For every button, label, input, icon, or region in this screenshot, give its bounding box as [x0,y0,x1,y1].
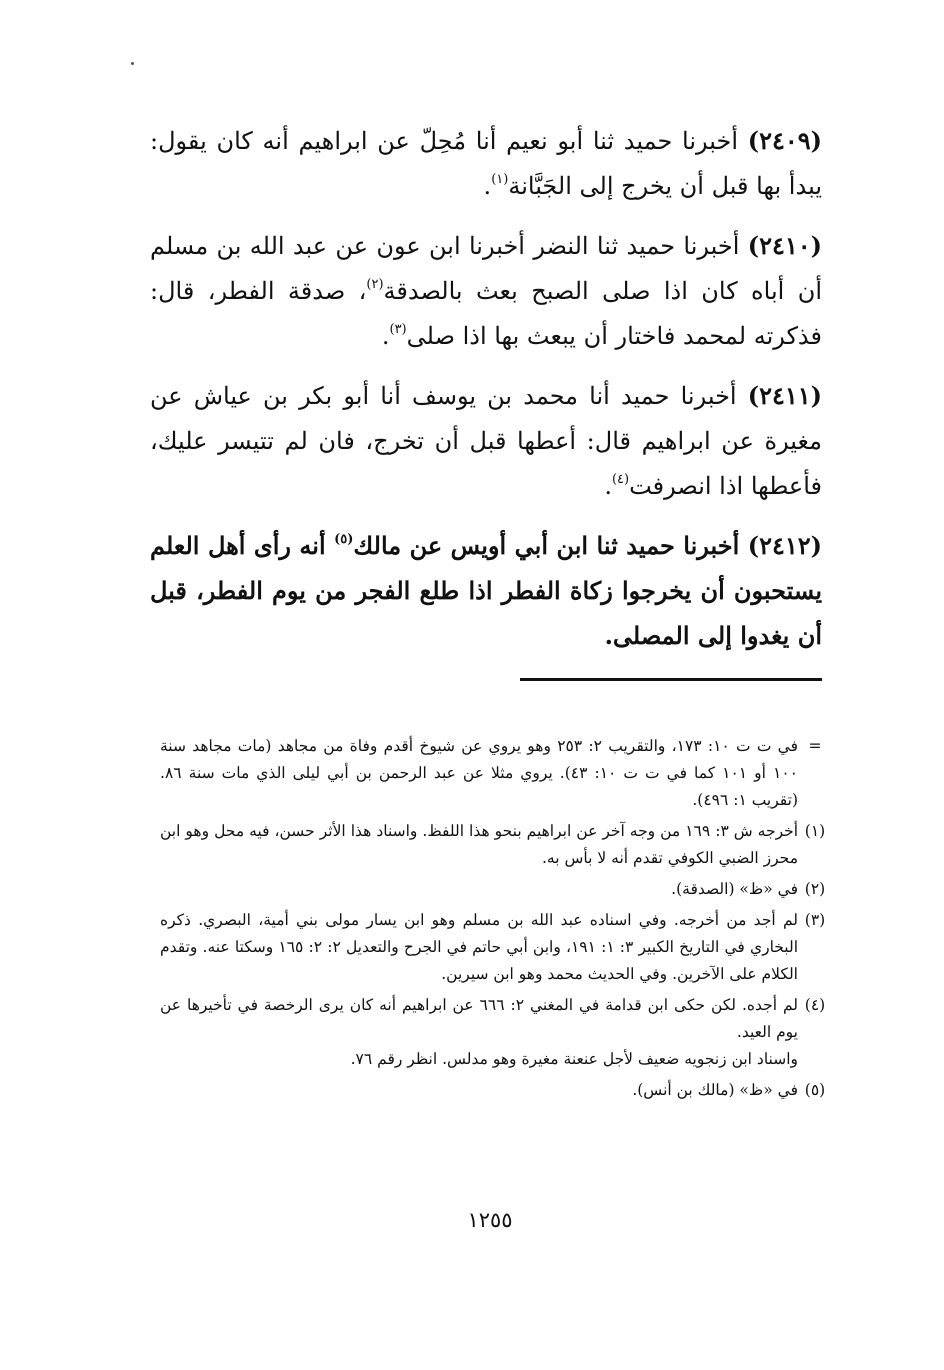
scan-speck [131,62,134,65]
footnote-marker: (١) [804,822,826,840]
footnote-2 [160,876,832,903]
hadith-text: أخبرنا حميد أنا محمد بن يوسف أنا أبو بكر بن عياش عن مغيرة عن ابراهيم قال: أعطها قبل أن تخرج، فان لم تتيسر عليك، فأعطها اذا انصرفت [150,382,822,500]
footnote-marker: (٥) [804,1081,826,1099]
hadith-2411: (٢٤١١) أخبرنا حميد أنا محمد بن يوسف أنا أبو بكر بن عياش عن مغيرة عن ابراهيم قال: أعطها قبل أن تخرج، فان لم تتيسر عليك، فأعطها اذا انصرفت$^{(٤)}$. [150,381,822,500]
footnote-marker: (٤) [804,996,826,1014]
hadith-number: (٢٤١١) [747,381,822,410]
footnote-text: لم أجد من أخرجه. وفي اسناده عبد الله بن مسلم وهو ابن يسار مولى بني أمية، البصري. ذكره البخاري في التاريخ الكبير ٣: ١: ١٩١، وابن أبي حاتم في الجرح والتعديل ٢: ٢: ١٦٥ وسكتا عنه. وتقدم الكلام على الآخرين. وفي الحديث محمد وهو ابن سيرين. [160,911,799,983]
footnote-1 [160,818,832,872]
footnote-marker: (٣) [804,911,826,929]
footnote-4 [160,992,832,1073]
footnote-marker: (٢) [804,880,826,898]
hadith-text: أنه رأى أهل العلم يستحبون أن يخرجوا زكاة الفطر اذا طلع الفجر من يوم الفطر، قبل أن يغدوا إلى المصلى. [150,531,822,650]
footnote-ref: (٥) [334,532,354,547]
hadith-text: أخبرنا حميد ثنا النضر أخبرنا ابن عون عن عبد الله بن مسلم أن أباه كان اذا صلى الصبح بعث بالصدقة [150,232,822,305]
footnote-ref: (٤) [611,472,630,487]
footnote-3 [160,907,832,988]
hadith-2409: (٢٤٠٩) أخبرنا حميد ثنا أبو نعيم أنا مُحِلّ عن ابراهيم أنه كان يقول: يبدأ بها قبل أن يخرج إلى الجَبَّانة$^{(١)}$. [150,126,822,200]
hadith-text: ، صدقة الفطر، قال: فذكرته لمحمد فاختار أن يبعث بها اذا صلى [150,277,822,350]
footnote-text: في «ظ» (الصدقة). [671,880,798,898]
page-number: ١٢٥٥ [467,1208,513,1232]
footnote-text: لم أجده. لكن حكى ابن قدامة في المغني ٢: ٦٦٦ عن ابراهيم أنه كان يرى الرخصة في تأخيرها عن يوم العيد. [160,996,799,1041]
hadith-text: أخبرنا حميد ثنا أبو نعيم أنا مُحِلّ عن ابراهيم أنه كان يقول: يبدأ بها قبل أن يخرج إلى الجَبَّانة [150,127,822,200]
footnote-text: أخرجه ش ٣: ١٦٩ من وجه آخر عن ابراهيم بنحو هذا اللفظ. واسناد هذا الأثر حسن، فيه محل وهو ابن محرز الضبي الكوفي تقدم أنه لا بأس به. [160,822,799,867]
hadith-number: (٢٤١٢) [747,531,822,560]
hadith-number: (٢٤٠٩) [747,126,822,155]
footnote-continued [160,733,832,814]
footnote-text-continued: واسناد ابن زنجويه ضعيف لأجل عنعنة مغيرة وهو مدلس. انظر رقم ٧٦. [350,1050,798,1068]
footnote-text-group [160,992,798,1073]
footnotes [160,733,832,1108]
hadith-2410: (٢٤١٠) أخبرنا حميد ثنا النضر أخبرنا ابن عون عن عبد الله بن مسلم أن أباه كان اذا صلى الصبح بعث بالصدقة$^{(٢)}$، صدقة الفطر، قال: فذكرته لمحمد فاختار أن يبعث بها اذا صلى$^{(٣)}$. [150,231,822,350]
footnote-text: في «ظ» (مالك بن أنس). [632,1081,798,1099]
hadith-number: (٢٤١٠) [747,231,822,260]
footnote-ref: (٢) [366,277,384,292]
main-text [150,118,822,672]
footnote-marker: = [808,737,822,755]
footnote-ref: (١) [491,172,509,187]
footnote-ref: (٣) [389,322,407,337]
footnote-separator-rule [520,678,822,681]
hadith-text: أخبرنا حميد ثنا ابن أبي أويس عن مالك [353,531,748,560]
footnote-5 [160,1077,832,1104]
hadith-2412 [150,523,822,658]
footnote-text: في ت ت ١٠: ١٧٣، والتقريب ٢: ٢٥٣ وهو يروي عن شيوخ أقدم وفاة من مجاهد (مات مجاهد سنة ١٠٠ أو ١٠١ كما في ت ت ١٠: ٤٣). يروي مثلا عن عبد الرحمن بن أبي ليلى الذي مات سنة ٨٦. (تقريب ١: ٤٩٦). [160,737,799,809]
